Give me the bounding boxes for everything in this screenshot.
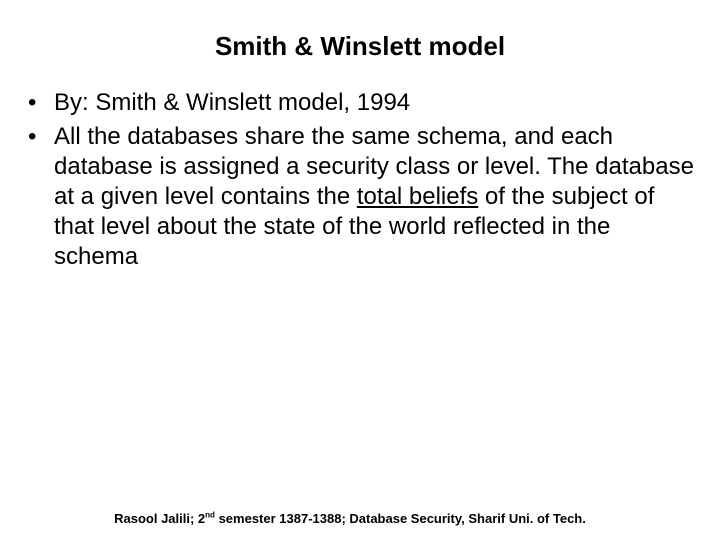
bullet-item-description — [24, 122, 700, 272]
underlined-phrase: total beliefs — [356, 183, 479, 210]
bullet-dot-icon: • — [28, 123, 37, 150]
slide-title: Smith & Winslett model — [214, 31, 506, 61]
footer-author: Rasool Jalili; 2 — [114, 511, 206, 526]
bullet-text-after: of the subject of that level about the state of the world reflected in the schema — [54, 183, 655, 270]
footer-ordinal: nd — [205, 510, 215, 520]
bullet-dot-icon: • — [28, 89, 37, 116]
slide-footer — [0, 510, 700, 528]
bullet-text: By: Smith & Winslett model, 1994 — [54, 89, 411, 116]
footer-rest: semester 1387-1388; Database Security, Sharif Uni. of Tech. — [214, 511, 586, 526]
bullet-text-before: All the databases share the same schema, and each database is assigned a security class or level. The database at a given level contains the — [54, 123, 694, 210]
bullet-list — [24, 88, 700, 276]
bullet-item-author — [24, 88, 700, 118]
